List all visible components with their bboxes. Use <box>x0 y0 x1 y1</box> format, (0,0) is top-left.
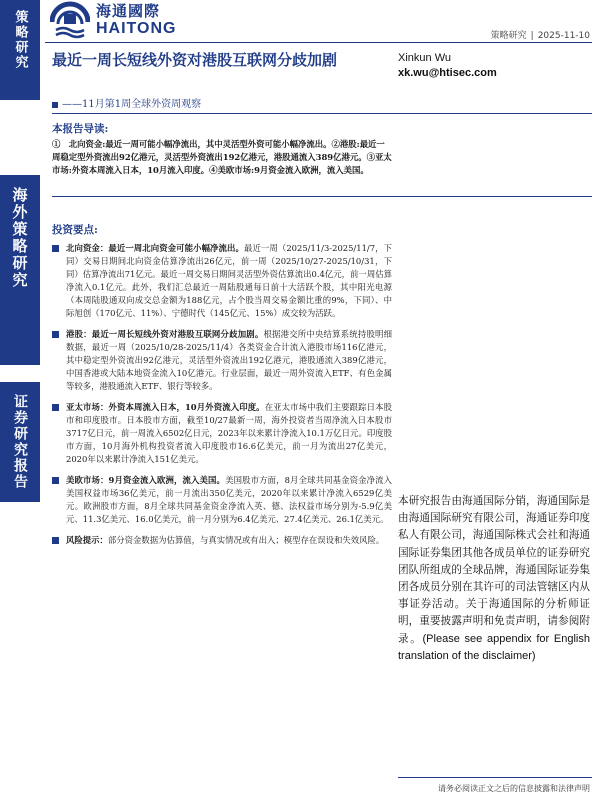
guide-text-2: 最近一周稳定型外资流出92亿港元，灵活型外资流出192亿港元，港股通流入389亿港元。 <box>52 139 385 163</box>
point-text: 根据港交所中央结算系统持股明细数据，最近一周（2025/10/28-2025/11/4）各类资金合计流入港股市场116亿港元，其中稳定型外资流出92亿港元，灵活型外资流出192亿港元，港股通流入389亿港元，中国香港或大陆本地资金流入10亿港元。行业层面，最近一周外资流入ETF、有色金属等较多，港股通流入ETF、银行等较多。 <box>66 329 393 391</box>
author-block <box>398 51 497 81</box>
investment-points <box>52 242 392 555</box>
point-text: 最近一周（2025/11/3-2025/11/7，下同）交易日期间北向资金估算净流出26亿元，前一周（2025/10/27-2025/10/31，下同）估算净流出71亿元。最近一周交易日期间灵活型外资估算流出0.4亿元，前一周估算净流入0.1亿元。此外，我们汇总最近一周陆股通每日前十大活跃个股，其中阳光电源（本周陆股通双向成交总金额为188亿元，占个股当周交易金额比重的9%，下同）、中际旭创（170亿元、11%）、宁德时代（145亿元、15%）成交较为活跃。 <box>66 243 393 318</box>
title-divider <box>52 113 592 114</box>
header-divider <box>45 42 592 43</box>
point-text: 部分资金数据为估算值，与真实情况或有出入；模型存在误设和失效风险。 <box>107 535 385 545</box>
guide-label-4: ④美欧市场: <box>209 165 255 176</box>
sidebar-tab-report-label: 证券研究报告 <box>12 394 28 490</box>
header-meta: 策略研究 | 2025-11-10 <box>490 31 590 41</box>
left-sidebar <box>0 0 40 800</box>
bullet-icon <box>52 331 59 338</box>
logo-chinese-name: 海通國際 <box>96 1 161 20</box>
disclaimer <box>398 493 590 665</box>
report-guide <box>52 138 392 178</box>
sidebar-tab-strategy <box>0 0 40 100</box>
point-apac <box>52 401 392 466</box>
guide-heading: 本报告导读: <box>52 123 109 135</box>
point-lead: 风险提示： <box>66 535 108 545</box>
bullet-icon <box>52 537 59 544</box>
report-subtitle <box>52 95 201 110</box>
footer-divider <box>398 777 592 778</box>
point-risk <box>52 534 392 547</box>
guide-text-1: 最近一周可能小幅净流出，其中灵活型外资可能小幅净流出。 <box>105 139 332 149</box>
haitong-logo-icon <box>50 0 90 40</box>
point-lead: 北向资金：最近一周北向资金可能小幅净流出。 <box>66 243 244 253</box>
header-date: 2025-11-10 <box>537 31 590 41</box>
bullet-icon <box>52 477 59 484</box>
guide-label-1: ① 北向资金: <box>52 139 106 149</box>
point-lead: 亚太市场：外资本周流入日本，10月外资流入印度。 <box>66 402 265 412</box>
guide-label-2: ②港股: <box>331 139 360 149</box>
header-category: 策略研究 <box>490 31 527 41</box>
guide-label-3: ③亚太市场: <box>52 152 392 176</box>
point-hk <box>52 328 392 393</box>
sidebar-tab-overseas <box>0 175 40 365</box>
footer-notice: 请务必阅读正文之后的信息披露和法律声明 <box>438 784 590 793</box>
sidebar-tab-report <box>0 382 40 502</box>
bullet-icon <box>52 245 59 252</box>
point-text: 在亚太市场中我们主要跟踪日本股市和印度股市。日本股市方面，截至10/27最新一周，海外投资者当周净流入日本股市3717亿日元，前一周流入6502亿日元，2023年以来累计净流入10.1万亿日元。印度股市方面，10月海外机构投资者流入印度股市16.6亿美元，前一月为流出27亿美元，2020年以来累计净流入151亿美元。 <box>66 402 393 464</box>
guide-divider <box>52 196 592 197</box>
author-name: Xinkun Wu <box>398 52 451 64</box>
guide-text-3: 外资本周流入日本，10月流入印度。 <box>71 165 210 176</box>
guide-text-4: 9月资金流入欧洲，流入美国。 <box>254 165 369 176</box>
logo-english-name: HAITONG <box>96 19 177 37</box>
sidebar-tab-overseas-label: 海外策略研究 <box>10 187 29 289</box>
point-lead: 美欧市场：9月资金流入欧洲，流入美国。 <box>66 475 226 485</box>
point-text: 美国股市方面，8月全球共同基金资金净流入美国权益市场36亿美元，前一月流出350亿美元，2020年以来累计净流入6529亿美元。欧洲股市方面，8月全球共同基金资金净流入英、德、法权益市场分别为-5.9亿美元、11.3亿美元、16.0亿美元，前一月分别为6.4亿美元、27.4亿美元、26.1亿美元。 <box>66 475 392 524</box>
author-email[interactable]: xk.wu@htisec.com <box>398 67 497 79</box>
report-title: 最近一周长短线外资对港股互联网分歧加剧 <box>52 51 338 69</box>
subtitle-text: ——11月第1周全球外资周观察 <box>62 99 202 110</box>
point-northbound <box>52 242 392 320</box>
point-us-eu <box>52 474 392 526</box>
sidebar-tab-strategy-label: 策略研究 <box>12 10 28 70</box>
disclaimer-cn: 本研究报告由海通国际分销，海通国际是由海通国际研究有限公司，海通证券印度私人有限公司，海通国际株式会社和海通国际证券集团其他各成员单位的证券研究团队所组成的全球品牌，海通国际证券集团各成员分别在其许可的司法管辖区内从事证券活动。关于海通国际的分析师证明，重要披露声明和免责声明，请参阅附录。 <box>398 495 590 645</box>
bullet-icon <box>52 404 59 411</box>
point-lead: 港股：最近一周长短线外资对港股互联网分歧加剧。 <box>66 329 264 339</box>
haitong-logo <box>50 0 176 40</box>
subtitle-square-icon <box>52 102 58 108</box>
disclaimer-en: (Please see appendix for English translation of the disclaimer) <box>398 632 590 662</box>
points-heading: 投资要点: <box>52 224 98 236</box>
